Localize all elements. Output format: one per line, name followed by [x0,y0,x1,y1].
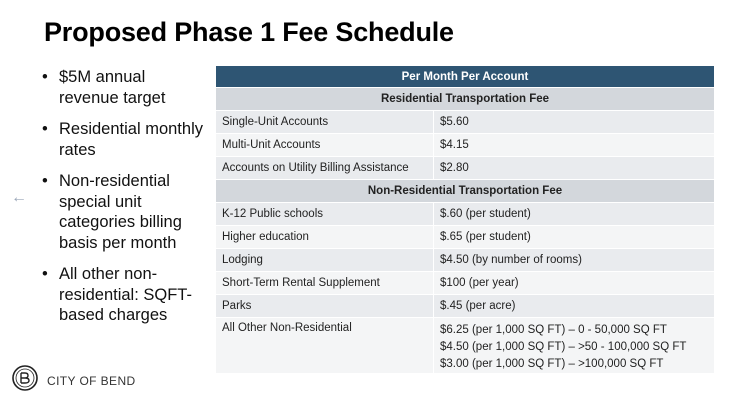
row-label: Higher education [216,226,434,249]
rate-line: $6.25 (per 1,000 SQ FT) – 0 - 50,000 SQ FT [440,324,667,336]
row-label: Multi-Unit Accounts [216,134,434,157]
row-value: $4.15 [434,134,715,157]
row-label: K-12 Public schools [216,203,434,226]
row-label: All Other Non-Residential [216,318,434,374]
bullet-item [40,119,205,160]
brand-name: CITY OF BEND [47,374,136,388]
back-arrow-icon[interactable]: ← [11,189,27,206]
city-of-bend-logo-icon [12,365,38,391]
table-header: Per Month Per Account [216,66,714,88]
bullet-text: Non-residential special unit categories billing basis per month [59,172,182,252]
table-row-multiline [216,318,714,374]
bullet-item [40,171,205,253]
bullet-text: $5M annual revenue target [59,68,166,107]
rate-line: $4.50 (per 1,000 SQ FT) – >50 - 100,000 SQ FT [440,341,687,353]
table-row [216,295,714,318]
row-value: $.60 (per student) [434,203,715,226]
row-value: $4.50 (by number of rooms) [434,249,715,272]
row-label: Parks [216,295,434,318]
row-value: $.45 (per acre) [434,295,715,318]
section-row-nonresidential [216,180,714,203]
table-row [216,157,714,180]
row-label: Single-Unit Accounts [216,111,434,134]
row-label: Short-Term Rental Supplement [216,272,434,295]
row-value: $100 (per year) [434,272,715,295]
table-row [216,272,714,295]
rate-line: $3.00 (per 1,000 SQ FT) – >100,000 SQ FT [440,358,664,370]
table-row [216,226,714,249]
bullet-dot-icon: • [42,120,48,138]
row-label: Lodging [216,249,434,272]
bullet-dot-icon: • [42,68,48,86]
table-header-row [216,66,714,88]
section-title-nonresidential: Non-Residential Transportation Fee [216,180,714,203]
row-value: $.65 (per student) [434,226,715,249]
section-title-residential: Residential Transportation Fee [216,88,714,111]
bullet-item [40,264,205,326]
bullet-dot-icon: • [42,172,48,190]
table-row [216,111,714,134]
page-title: Proposed Phase 1 Fee Schedule [44,17,454,47]
row-value: $5.60 [434,111,715,134]
section-row-residential [216,88,714,111]
row-value-multiline [434,318,715,374]
bullet-text: Residential monthly rates [59,120,203,159]
bullet-list [40,67,205,337]
bullet-dot-icon: • [42,265,48,283]
fee-schedule-table [216,66,714,374]
row-label: Accounts on Utility Billing Assistance [216,157,434,180]
table-row [216,203,714,226]
table-row [216,134,714,157]
row-value: $2.80 [434,157,715,180]
bullet-text: All other non-residential: SQFT-based charges [59,265,192,324]
bullet-item [40,67,205,108]
table-row [216,249,714,272]
